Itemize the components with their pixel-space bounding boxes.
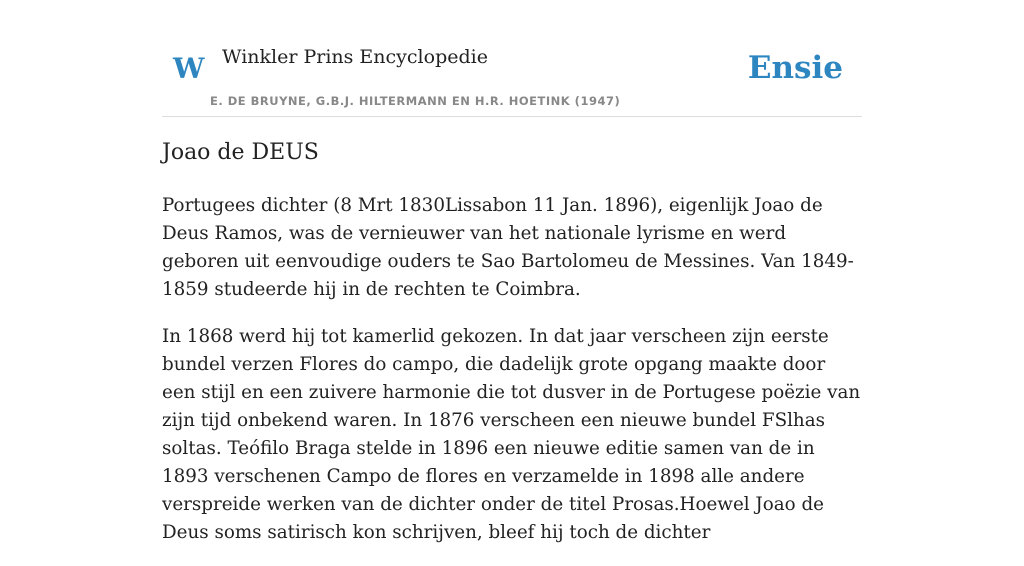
winkler-prins-logo[interactable]: W [173,52,205,85]
ensie-brand-logo[interactable]: Ensie [747,50,843,86]
article-body [162,192,864,566]
article-paragraph: Portugees dichter (8 Mrt 1830Lissabon 11 Jan. 1896), eigenlijk Joao de Deus Ramos, was de vernieuwer van het nationale lyrisme en werd geboren uit eenvoudige ouders te Sao Bartolomeu de Messines. Van 1849-1859 studeerde hij in de rechten te Coimbra. [162,195,854,300]
source-authors: E. DE BRUYNE, G.B.J. HILTERMANN EN H.R. HOETINK (1947) [210,94,621,108]
site-title[interactable]: Winkler Prins Encyclopedie [222,46,488,68]
article-title: Joao de DEUS [162,140,319,165]
page [162,0,862,543]
site-header [162,0,862,117]
article-paragraph: In 1868 werd hij tot kamerlid gekozen. In dat jaar verscheen zijn eerste bundel verzen Flores do campo, die dadelijk grote opgang maakte door een stijl en een zuivere harmonie die tot dusver in de Portugese poëzie van zijn tijd onbekend waren. In 1876 verscheen een nieuwe bundel FSlhas soltas. Teófilo Braga stelde in 1896 een nieuwe editie samen van de in 1893 verschenen Campo de flores en verzamelde in 1898 alle andere verspreide werken van de dichter onder de titel Prosas.Hoewel Joao de Deus soms satirisch kon schrijven, bleef hij toch de dichter [162,326,861,543]
